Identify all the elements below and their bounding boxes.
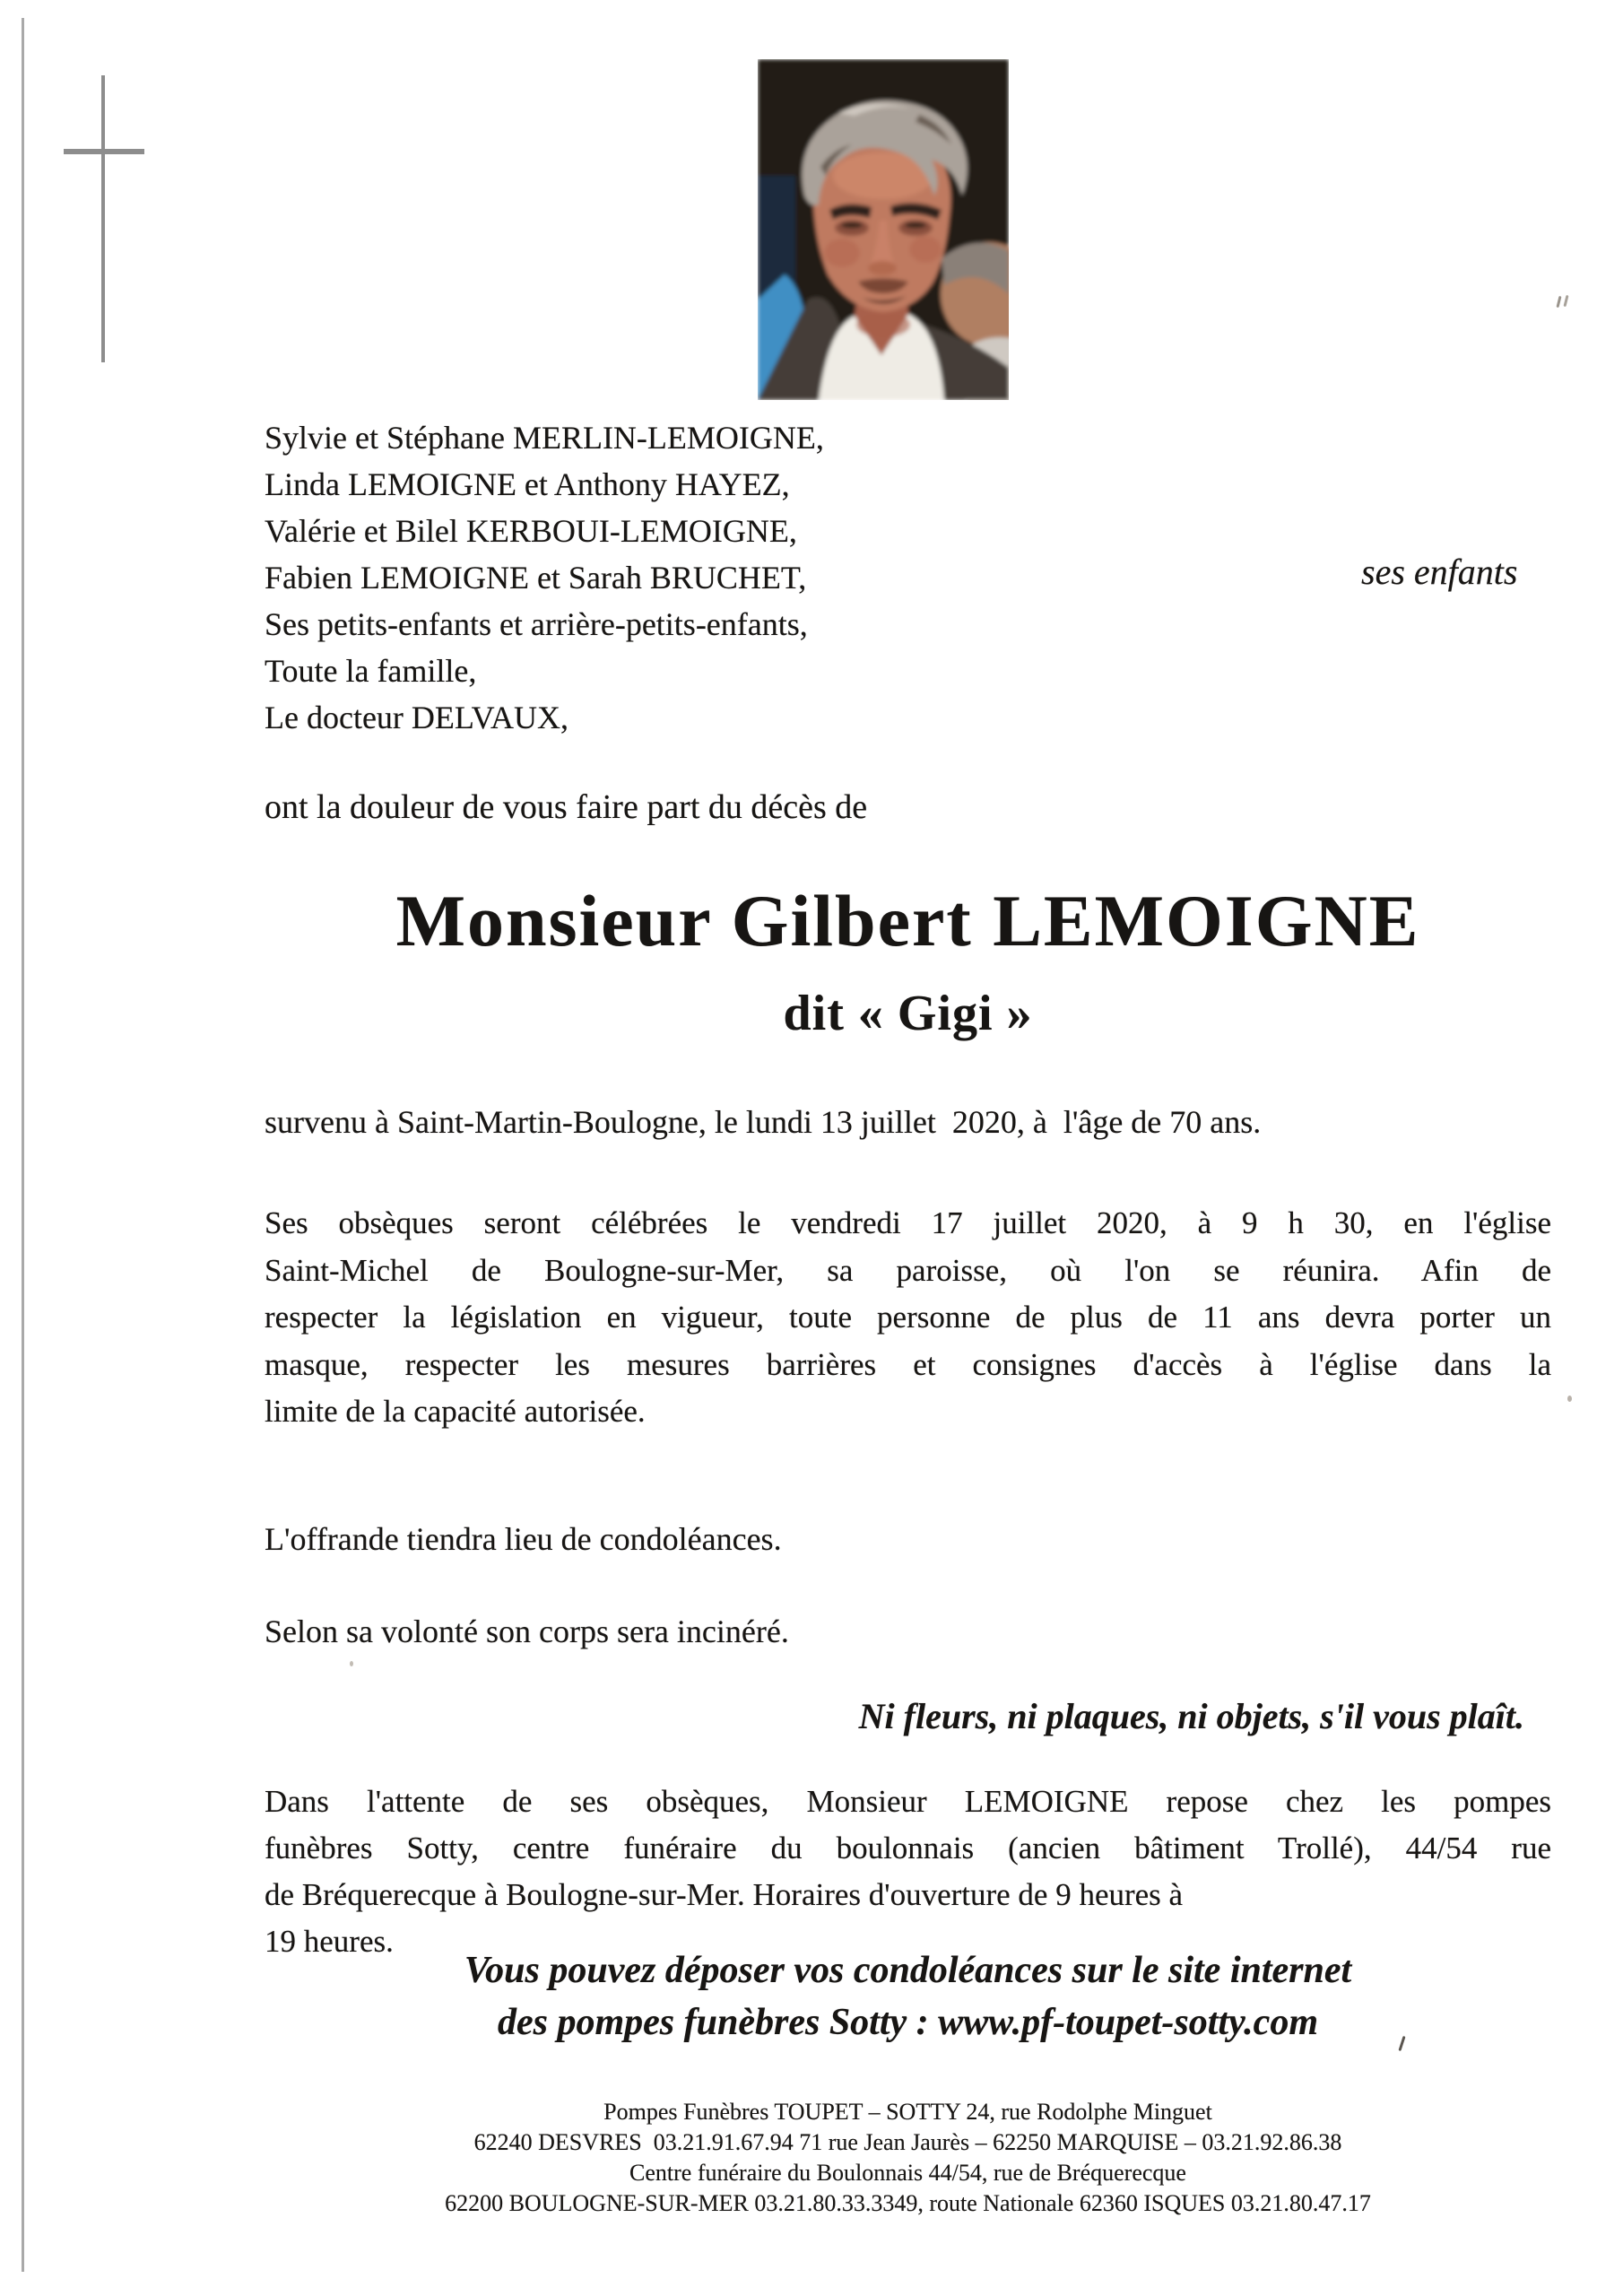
cremation-line: Selon sa volonté son corps sera incinéré. xyxy=(265,1613,789,1649)
condolences-line: des pompes funèbres Sotty : www.pf-toupet-sotty.com xyxy=(498,2002,1318,2043)
footer-line: 62200 BOULOGNE-SUR-MER 03.21.80.33.3349, route Nationale 62360 ISQUES 03.21.80.47.17 xyxy=(445,2190,1371,2216)
scan-speck xyxy=(350,1661,353,1666)
deceased-name: Monsieur Gilbert LEMOIGNE xyxy=(395,880,1420,961)
family-line: Linda LEMOIGNE et Anthony HAYEZ, xyxy=(265,466,790,502)
family-line: Toute la famille, xyxy=(265,653,477,689)
ceremony-line: Ses obsèques seront célébrées le vendredi 17 juillet 2020, à 9 h 30, en l'église xyxy=(265,1205,1551,1240)
footer-line: Pompes Funèbres TOUPET – SOTTY 24, rue Rodolphe Minguet xyxy=(603,2099,1212,2125)
scan-artifact-left-line xyxy=(22,18,24,2272)
ceremony-line: Saint-Michel de Boulogne-sur-Mer, sa paroisse, où l'on se réunira. Afin de xyxy=(265,1252,1551,1288)
footer-line: Centre funéraire du Boulonnais 44/54, rue de Bréquerecque xyxy=(629,2160,1186,2186)
offering-line: L'offrande tiendra lieu de condoléances. xyxy=(265,1521,782,1557)
repose-line: 19 heures. xyxy=(265,1924,394,1959)
ceremony-line: limite de la capacité autorisée. xyxy=(265,1394,646,1429)
cross-icon-horizontal-bar xyxy=(64,149,144,154)
family-line: Valérie et Bilel KERBOUI-LEMOIGNE, xyxy=(265,513,797,549)
announcement-intro: ont la douleur de vous faire part du décès de xyxy=(265,788,868,826)
scan-speck xyxy=(1563,295,1568,307)
ceremony-line: respecter la législation en vigueur, toute personne de plus de 11 ans devra porter un xyxy=(265,1300,1551,1335)
repose-line: Dans l'attente de ses obsèques, Monsieur LEMOIGNE repose chez les pompes xyxy=(265,1784,1551,1819)
portrait-photo xyxy=(758,59,1009,400)
deceased-nickname: dit « Gigi » xyxy=(783,986,1033,1041)
scan-speck xyxy=(1556,296,1561,308)
no-flowers-line: Ni fleurs, ni plaques, ni objets, s'il vous plaît. xyxy=(858,1696,1524,1736)
repose-line: de Bréquerecque à Boulogne-sur-Mer. Horaires d'ouverture de 9 heures à xyxy=(265,1877,1184,1912)
cross-icon-vertical-bar xyxy=(101,75,105,362)
family-names-block xyxy=(265,414,824,741)
family-line: Ses petits-enfants et arrière-petits-enfants, xyxy=(265,606,808,642)
ceremony-paragraph xyxy=(265,1200,1551,1436)
repose-paragraph xyxy=(265,1779,1551,1965)
funeral-home-footer xyxy=(265,2097,1551,2219)
family-line: Sylvie et Stéphane MERLIN-LEMOIGNE, xyxy=(265,420,824,456)
scan-speck xyxy=(1567,1396,1572,1402)
family-line: Fabien LEMOIGNE et Sarah BRUCHET, xyxy=(265,560,807,596)
relation-label: ses enfants xyxy=(1361,552,1518,592)
footer-line: 62240 DESVRES 03.21.91.67.94 71 rue Jean Jaurès – 62250 MARQUISE – 03.21.92.86.38 xyxy=(473,2129,1342,2155)
ceremony-line: masque, respecter les mesures barrières et consignes d'accès à l'église dans la xyxy=(265,1346,1551,1382)
condolences-note xyxy=(265,1944,1551,2048)
condolences-line: Vous pouvez déposer vos condoléances sur le site internet xyxy=(464,1950,1352,1991)
family-line: Le docteur DELVAUX, xyxy=(265,700,568,735)
repose-line: funèbres Sotty, centre funéraire du boulonnais (ancien bâtiment Trollé), 44/54 rue xyxy=(265,1831,1551,1866)
death-details-line: survenu à Saint-Martin-Boulogne, le lundi 13 juillet 2020, à l'âge de 70 ans. xyxy=(265,1104,1262,1140)
